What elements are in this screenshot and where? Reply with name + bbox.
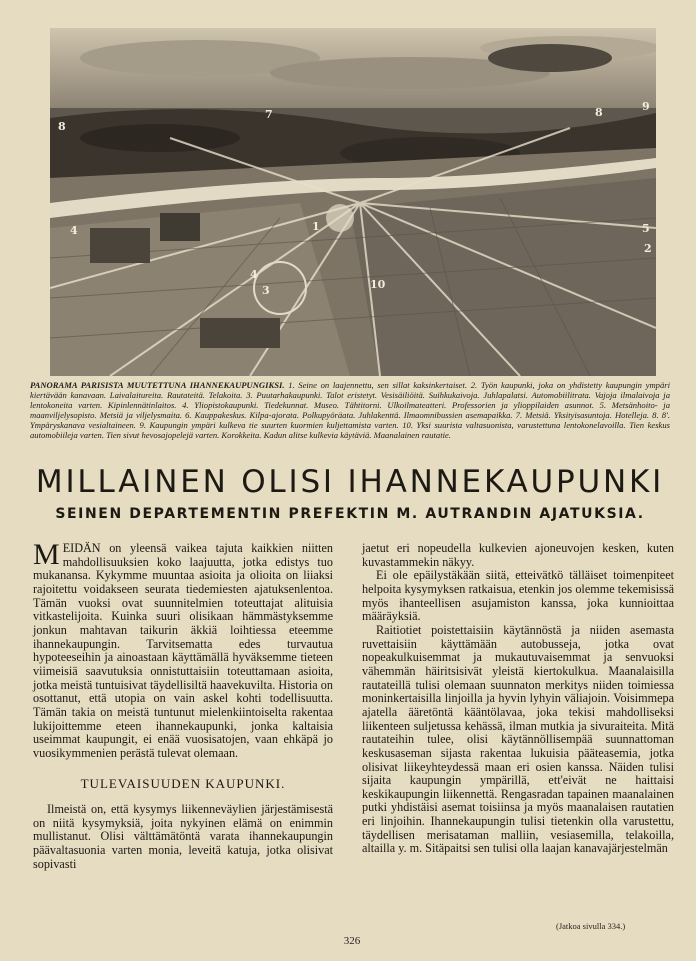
- panorama-drawing: [50, 28, 656, 376]
- map-number-label: 5: [642, 222, 650, 235]
- continuation-note: (Jatkoa sivulla 334.): [556, 921, 626, 931]
- paragraph: Ei ole epäilystäkään siitä, etteivätkö tälläiset toimenpiteet helpoita kysymyksen ratkaisua, etenkin jos olemme tekemisissä myös ihanteellisen asujamiston kanssa, joka kunnioittaa määräyksiä.: [362, 568, 674, 624]
- left-column: [33, 538, 333, 871]
- map-number-label: 9: [642, 100, 650, 113]
- zeppelin-icon: [488, 44, 612, 72]
- map-number-label: 2: [644, 242, 652, 255]
- caption-lead: PANORAMA PARISISTA MUUTETTUNA IHANNEKAUPUNGIKSI.: [30, 380, 285, 390]
- map-number-label: 4: [70, 224, 78, 237]
- section-heading: TULEVAISUUDEN KAUPUNKI.: [80, 775, 286, 791]
- page-number: 326: [343, 935, 361, 947]
- drop-cap: M: [33, 538, 60, 571]
- paragraph: MEIDÄN on yleensä vaikea tajuta kaikkien niitten mahdollisuuksien koko laajuutta, jotka edistys tuo mukanansa. Kykymme muuntaa asioita ja olioita on liiaksi rajoitettu voidakseen seurata tiedemiesten ajatuksenlentoa. Tämän vuoksi ovat suunnitelmien toteuttajat alituisia vitkastelijoita. Kuinka suuri olisikaan hämmästyksemme jonkun mahtavan taikurin äkkiä loihtiessa eteemme ihannekaupungin. Tarvitsematta edes turvautua hypoteeseihin ja ainoastaan käyttämällä hyväksemme tieteen viimeisiä saavutuksia onnistuttaisiin toteuttamaan asioita, jotka meistä tuntuisivat täydellisiltä haavekuvilta. Historia on osottanut, että utopia on vain askel kohti todellisuutta. Tämän takia on meistä tuntunut mielenkiintoiselta rakentaa lukijoittemme eteen ihannekaupunki, jonka kaltaisia useimmat kaupungit, ei enää vuosisatojen, vaan ehkäpä jo vuosikymmenien perästä tulevat olemaan.: [33, 538, 333, 760]
- article-headline: MILLAINEN OLISI IHANNEKAUPUNKI: [35, 464, 665, 500]
- map-number-label: 4: [250, 268, 258, 281]
- paragraph: Ilmeistä on, että kysymys liikenneväylien järjestämisestä on niitä kysymyksiä, joita nykyinen elämä on enimmin mullistanut. Olisi välttämätöntä varata ihannekaupungin päävaltasuonia varten monia, leveitä katuja, jotka olisivat sopivasti: [33, 802, 333, 871]
- paragraph: jaetut eri nopeudella kulkevien ajoneuvojen kesken, kuten kuvastammekin näkyy.: [362, 541, 674, 569]
- city-panorama-illustration: [50, 28, 656, 376]
- map-number-label: 3: [262, 284, 270, 297]
- illustration-caption: [30, 381, 670, 440]
- article-subheadline: SEINEN DEPARTEMENTIN PREFEKTIN M. AUTRANDIN AJATUKSIA.: [55, 506, 645, 522]
- paragraph: Raitiotiet poistettaisiin käytännöstä ja niiden asemasta ruvettaisiin käyttämään autobusseja, jotka ovat nopeakulkuisemmat ja mukautuvaisemmat ja senvuoksi vähemmän häiritsisivät yleistä kiertokulkua. Maanalaisilla rautateillä tulisi olemaan suunnaton merkitys niiden toimiessa moninkertaisilla linjoilla ja hyvin lyhyin väliajoin. Voisimmepa ajatella ääretöntä kääntölavaa, joka tekisi mahdolliseksi liikenteen suljetussa kehässä, ilman mutkia ja sivuraiteita. Mitä rautateihin tulee, olisi käytännöllisempää suunnattoman keskusaseman sijasta rakentaa lukuisia pääteasemia, jotka olisivat liikeyhteydessä maan eri osien kanssa. Näiden tulisi sijaita kaupungin ympärillä, ett'eivät ne haittaisi keskikaupungin liikennettä. Rengasradan tapainen maanalainen putki yhdistäisi asemat toisiinsa ja myös maanalaisen rautatien eri linjoihin. Ihannekaupungin tulisi tietenkin olla varustettu, täydellisen merisataman malliin, vesiasemilla, telakoilla, altailla y. m. Sitäpaitsi sen tulisi olla laajan kanavajärjestelmän: [362, 622, 674, 856]
- map-number-label: 1: [312, 220, 320, 233]
- map-number-label: 8: [595, 106, 603, 119]
- caption-text: 1. Seine on laajennettu, sen sillat kaksinkertaiset. 2. Työn kaupunki, joka on yhdistetty kaupungin ympäri kiertävään kanavaan. Laivalaitureita. Rautateitä. Telakoita. 3. Puutarhakaupunki. Talot eristetyt. Vesisäiliöitä. Suihkukaivoja. Juhlapalatsi. Automobiilitrata. Vajoja ilmalaivoja ja lentokoneita varten. Kipinlennätinlaitos. 4. Yliopistokaupunki. Tiedekunnat. Museo. Tähtitorni. Ulkoilmateatteri. Professorien ja ylioppilaiden asunnot. 5. Metsänhoito- ja maanviljelysopisto. Metsiä ja viljelysmaita. 6. Kauppakeskus. Kilpa-ajorata. Polkupyöräata. Juhlakenttä. Ilmaomnibussien asemapaikka. 7. Metsiä. Yksityisasuntoja. Hotelleja. 8. 8'. Ympäryskanava vesialtaineen. 9. Kaupungin ympäri kulkeva tie suurten kuormien kuljettamista varten. 10. Yksi suurista valtasuonista, varustettuna lentokonelavoilla. Tien keskus automobiileja varten. Tien sivut hevosajopelejä varten. Korokkeita. Kadun alitse kulkevia käytäviä. Maanalainen rautatie.: [30, 380, 670, 440]
- map-number-label: 8: [58, 120, 66, 133]
- map-number-label: 10: [370, 278, 386, 291]
- right-column: [362, 542, 674, 856]
- map-number-label: 7: [265, 108, 273, 121]
